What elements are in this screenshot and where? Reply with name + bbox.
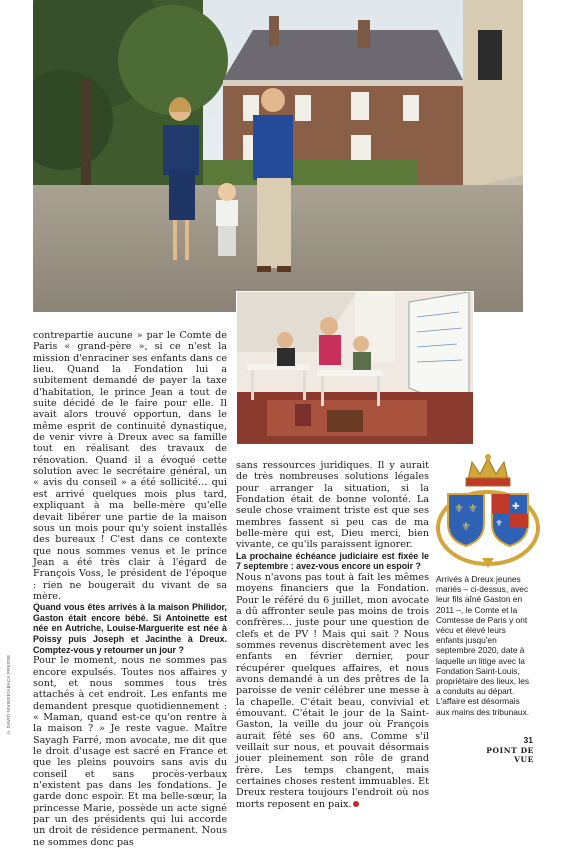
interview-question: La prochaine échéance judiciaire est fixée le 7 septembre : avez-vous encore un espoir ? [236, 550, 429, 572]
paragraph: Pour le moment, nous ne sommes pas encore expulsés. Toutes nos affaires y sont, et nous sommes tous très attachés à cet endroit. Les enfants me demandent presque quotidiennement : « Maman, quand est-ce qu'on rentre à la maison ? » Je reste vague. Maître Sayagh Farré, mon avocate, me dit que le droit d'usage est sacré en France et que les pleins pouvoirs sans avis du conseil et sans procès-verbaux n'existent pas dans les fondations. Je garde donc espoir. Et ma belle-sœur, la princesse Marie, possède un acte signé par un des présidents qui lui accorde un droit de résidence permanent. Nous ne sommes donc pas [33, 655, 227, 848]
page-number: 31 [523, 735, 533, 745]
paragraph: sans ressources juridiques. Il y aurait de très nombreuses solutions légales pour arranger la situation, si la Fondation était de bonne volonté. La seule chose vraiment triste est que ses membres fassent si peu cas de ma belle-mère qui est, Dieu merci, bien vivante, ce qu'ils paraissent ignorer. [236, 460, 429, 551]
paragraph [236, 572, 429, 810]
article-column-1 [33, 330, 227, 848]
svg-text:⚜: ⚜ [468, 502, 478, 515]
svg-text:⚜: ⚜ [454, 502, 464, 515]
svg-text:⚜: ⚜ [461, 520, 471, 533]
end-mark-icon [353, 801, 359, 807]
magazine-name: POINT DE VUE [486, 746, 534, 764]
photo-credit: © DAVID NIVIERE/ABACA PRESSE [6, 654, 11, 735]
closing-paragraph: Nous n'avons pas tout à fait les mêmes moyens financiers que la Fondation. Pour le référé du 6 juillet, mon avocate a dû affronter seule pas moins de trois confrères… juste pour une question de clefs et de PV ! Mais qui sait ? Nous sommes revenus discrètement avec les enfants en février dernier, pour récupérer quelques affaires, et nous avons demandé à un des prêtres de la paroisse de venir célébrer une messe à la chapelle. C'était beau, convivial et émouvant. C'était le jour de la Saint-Gaston, la veille du jour où François aurait fêté ses 60 ans. Comme s'il veillait sur nous, et pouvait désormais jouer pleinement son rôle de grand frère. Les temps changent, mais certaines choses restent immuables. Et Dreux restera toujours l'endroit où nos morts reposent en paix. [236, 571, 429, 810]
paragraph: contrepartie aucune » par le Comte de Paris « grand-père », si ce n'est la mission d'enraciner ses enfants dans ce lieu. Quand la Fondation lui a subitement demandé de payer la taxe d'habitation, le prince Jean a tout de suite décidé de le faire pour elle. Il avait alors trouvé opportun, dans le même esprit de continuité dynastique, de venir vivre à Dreux avec sa famille tout en réalisant des travaux de rénovation. Quand il a évoqué cette solution avec le secrétaire général, un « avis du conseil » a été sollicité… qui est arrivé quelques mois plus tard, expliquant à ma belle-mère qu'elle devait libérer une partie de la maison sous un mois pour qu'y soient installés des bureaux ! C'est dans ce contexte que nous sommes venus et le prince Jean a été très clair à l'égard de François Voss, le président de l'époque : rien ne bougerait du vivant de sa mère. [33, 330, 227, 602]
article-column-2 [236, 460, 429, 810]
photo-family-manor [33, 0, 523, 312]
svg-text:⚜: ⚜ [495, 519, 504, 529]
royal-crest-icon [432, 452, 544, 572]
interview-question: Quand vous êtes arrivés à la maison Philidor, Gaston était encore bébé. Si Antoinette est née en Autriche, Louise-Marguerite est née à Poissy puis Joseph et Jacinthe à Dreux. Comptez-vous y retourner un jour ? [33, 602, 227, 655]
photo-children-classroom [236, 291, 474, 445]
photo-caption: Arrivés à Dreux jeunes mariés – ci-dessus, avec leur fils aîné Gaston en 2011 –, le Comte et la Comtesse de Paris y ont vécu et élevé leurs enfants jusqu'en septembre 2020, date à laquelle un litige avec la Fondation Saint-Louis, propriétaire des lieux, les a conduits au départ. L'affaire est désormais aux mains des tribunaux. [436, 574, 530, 717]
svg-text:✚: ✚ [512, 502, 520, 512]
